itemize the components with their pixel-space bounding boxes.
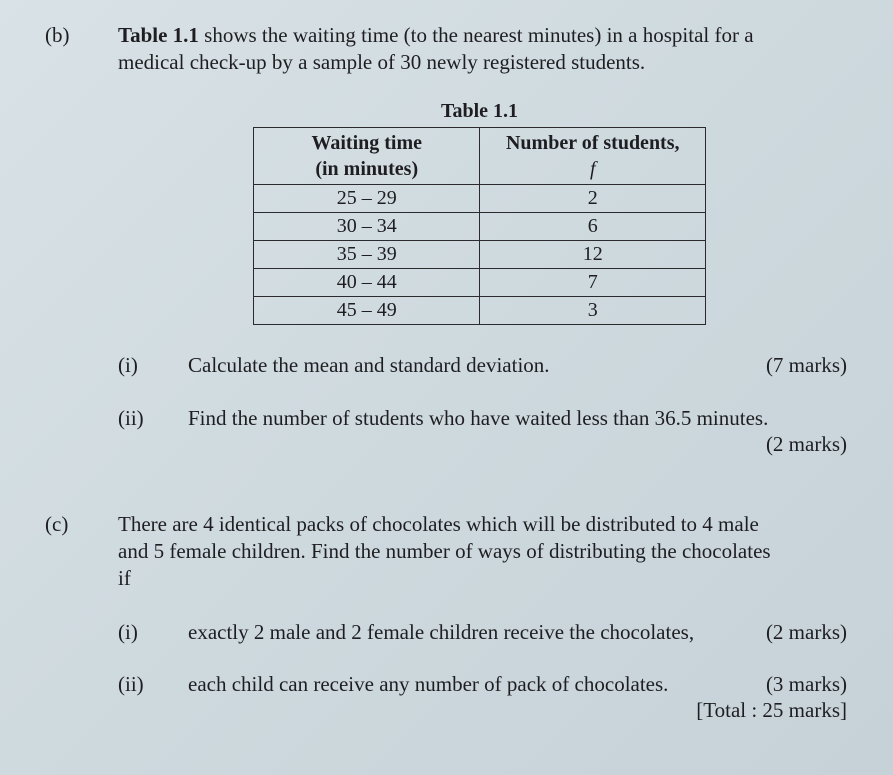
- table-cell-interval: 25 – 29: [254, 185, 480, 213]
- table-cell-count: 7: [480, 269, 706, 297]
- table-row: [254, 241, 706, 269]
- part-c-line2: and 5 female children. Find the number of ways of distributing the chocolates: [118, 539, 771, 563]
- part-c-i-text: exactly 2 male and 2 female children receive the chocolates,: [188, 620, 695, 644]
- part-b-label: (b): [45, 23, 70, 47]
- part-c-line1: There are 4 identical packs of chocolates which will be distributed to 4 male: [118, 512, 759, 536]
- table-cell-interval: 40 – 44: [254, 269, 480, 297]
- header-students-line1: Number of students,: [505, 132, 680, 154]
- table-cell-interval: 45 – 49: [254, 297, 480, 325]
- table-reference: Table 1.1: [118, 23, 199, 47]
- total-marks: [Total : 25 marks]: [696, 698, 847, 722]
- part-c-label: (c): [45, 512, 69, 536]
- part-b-ii-marks: (2 marks): [765, 432, 847, 456]
- part-c-ii-text: each child can receive any number of pack of chocolates.: [188, 672, 669, 696]
- part-b-intro-line2: medical check-up by a sample of 30 newly registered students.: [118, 50, 646, 74]
- table-cell-count: 12: [480, 241, 706, 269]
- part-c-ii-label: (ii): [118, 672, 144, 696]
- header-students-line2: f: [589, 158, 596, 180]
- table-header-row: [254, 128, 706, 185]
- header-waiting-time: [254, 128, 480, 185]
- header-number-of-students: [480, 128, 706, 185]
- table-cell-interval: 30 – 34: [254, 213, 480, 241]
- table-row: [254, 213, 706, 241]
- table-cell-count: 3: [480, 297, 706, 325]
- part-b-i-marks: (7 marks): [765, 353, 847, 377]
- part-b-intro-line1: [118, 22, 754, 48]
- part-b-ii-label: (ii): [118, 406, 144, 430]
- header-waiting-time-line2: (in minutes): [315, 158, 419, 180]
- header-waiting-time-line1: Waiting time: [311, 132, 423, 154]
- part-b-i-label: (i): [118, 353, 138, 377]
- part-b-intro-line1-rest: shows the waiting time (to the nearest minutes) in a hospital for a: [198, 23, 754, 47]
- part-c-i-marks: (2 marks): [765, 620, 847, 644]
- table-row: [254, 269, 706, 297]
- table-row: [254, 297, 706, 325]
- table-cell-count: 6: [480, 213, 706, 241]
- table-cell-count: 2: [480, 185, 706, 213]
- table-caption: Table 1.1: [440, 100, 519, 122]
- part-c-line3: if: [118, 566, 131, 590]
- part-c-i-label: (i): [118, 620, 138, 644]
- waiting-time-table: [253, 127, 706, 325]
- part-b-ii-text: Find the number of students who have waited less than 36.5 minutes.: [188, 406, 769, 430]
- table-cell-interval: 35 – 39: [254, 241, 480, 269]
- table-row: [254, 185, 706, 213]
- part-b-i-text: Calculate the mean and standard deviation.: [188, 353, 550, 377]
- part-c-ii-marks: (3 marks): [765, 672, 847, 696]
